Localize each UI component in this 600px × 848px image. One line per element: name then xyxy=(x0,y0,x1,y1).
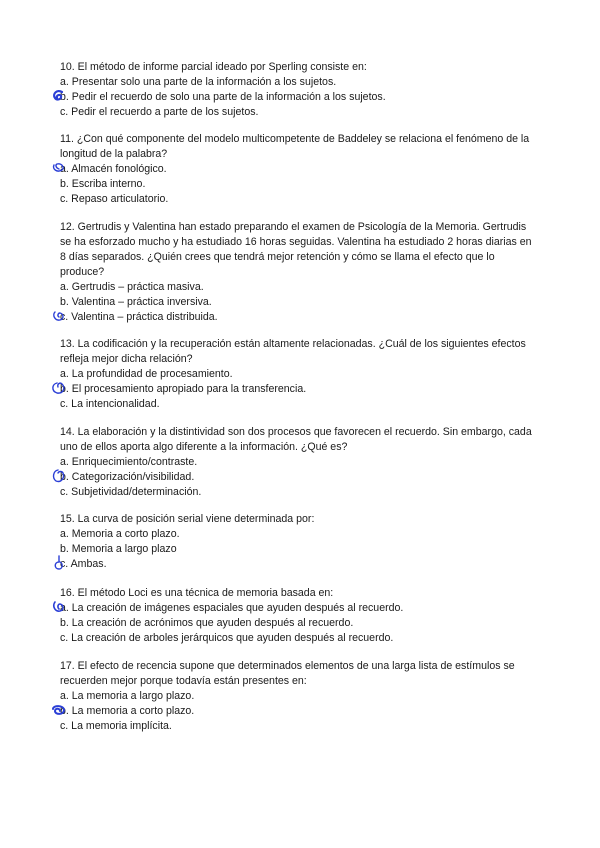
option-b: b. Escriba interno. xyxy=(60,178,146,190)
question-stem: 17. El efecto de recencia supone que determinados elementos de una larga lista de estímulos se recuerden mejor porque todavía están presentes en: xyxy=(60,660,515,687)
question-11 xyxy=(60,132,540,207)
question-17 xyxy=(60,659,540,734)
handwritten-circle-mark-icon xyxy=(51,468,67,484)
option-a: a. Enriquecimiento/contraste. xyxy=(60,456,198,468)
option-b: b. Valentina – práctica inversiva. xyxy=(60,296,212,308)
question-stem: 16. El método Loci es una técnica de memoria basada en: xyxy=(60,587,334,599)
question-10 xyxy=(60,60,540,120)
option-c: c. Repaso articulatorio. xyxy=(60,193,169,205)
handwritten-circle-mark-icon xyxy=(51,308,67,324)
question-13 xyxy=(60,337,540,412)
question-14 xyxy=(60,425,540,500)
option-c-marked: c. Ambas. xyxy=(60,557,540,572)
option-a: a. La profundidad de procesamiento. xyxy=(60,368,233,380)
question-stem: 15. La curva de posición serial viene determinada por: xyxy=(60,513,315,525)
option-b: b. La creación de acrónimos que ayuden después al recuerdo. xyxy=(60,617,354,629)
option-c: c. La creación de arboles jerárquicos que ayuden después al recuerdo. xyxy=(60,632,394,644)
handwritten-circle-mark-icon xyxy=(51,88,67,104)
option-b-marked: b. La memoria a corto plazo. xyxy=(60,704,540,719)
handwritten-circle-mark-icon xyxy=(51,555,67,571)
option-c: c. La intencionalidad. xyxy=(60,398,160,410)
handwritten-circle-mark-icon xyxy=(51,599,67,615)
question-stem: 12. Gertrudis y Valentina han estado preparando el examen de Psicología de la Memoria. Gertrudis se ha esforzado mucho y ha estudiado 16 horas seguidas. Valentina ha estudiado 2 horas diarias en 8 días separados. ¿Quién crees que tendrá mejor retención y cómo se llama el efecto que lo produce? xyxy=(60,221,532,278)
option-c: c. Pedir el recuerdo a parte de los sujetos. xyxy=(60,106,259,118)
option-a: a. Gertrudis – práctica masiva. xyxy=(60,281,204,293)
option-a: a. Presentar solo una parte de la información a los sujetos. xyxy=(60,76,337,88)
question-12 xyxy=(60,220,540,325)
question-stem: 14. La elaboración y la distintividad son dos procesos que favorecen el recuerdo. Sin embargo, cada uno de ellos aporta algo diferente a la información. ¿Qué es? xyxy=(60,426,532,453)
question-stem: 11. ¿Con qué componente del modelo multicompetente de Baddeley se relaciona el fenómeno de la longitud de la palabra? xyxy=(60,133,530,160)
question-stem: 10. El método de informe parcial ideado por Sperling consiste en: xyxy=(60,61,367,73)
question-15 xyxy=(60,512,540,572)
option-a: a. La memoria a largo plazo. xyxy=(60,690,195,702)
option-b-marked: b. Categorización/visibilidad. xyxy=(60,470,540,485)
question-stem: 13. La codificación y la recuperación están altamente relacionadas. ¿Cuál de los siguientes efectos refleja mejor dicha relación? xyxy=(60,338,526,365)
handwritten-circle-mark-icon xyxy=(51,702,67,718)
option-c: c. Subjetividad/determinación. xyxy=(60,486,202,498)
option-a: a. Memoria a corto plazo. xyxy=(60,528,180,540)
option-a-marked: a. La creación de imágenes espaciales que ayuden después al recuerdo. xyxy=(60,601,540,616)
option-b-marked: b. El procesamiento apropiado para la transferencia. xyxy=(60,382,540,397)
handwritten-circle-mark-icon xyxy=(51,160,67,176)
option-c-marked: c. Valentina – práctica distribuida. xyxy=(60,310,540,325)
option-b-marked: b. Pedir el recuerdo de solo una parte de la información a los sujetos. xyxy=(60,90,540,105)
option-c: c. La memoria implícita. xyxy=(60,720,172,732)
handwritten-circle-mark-icon xyxy=(51,380,67,396)
option-b: b. Memoria a largo plazo xyxy=(60,543,177,555)
option-a-marked: a. Almacén fonológico. xyxy=(60,162,540,177)
question-16 xyxy=(60,586,540,646)
